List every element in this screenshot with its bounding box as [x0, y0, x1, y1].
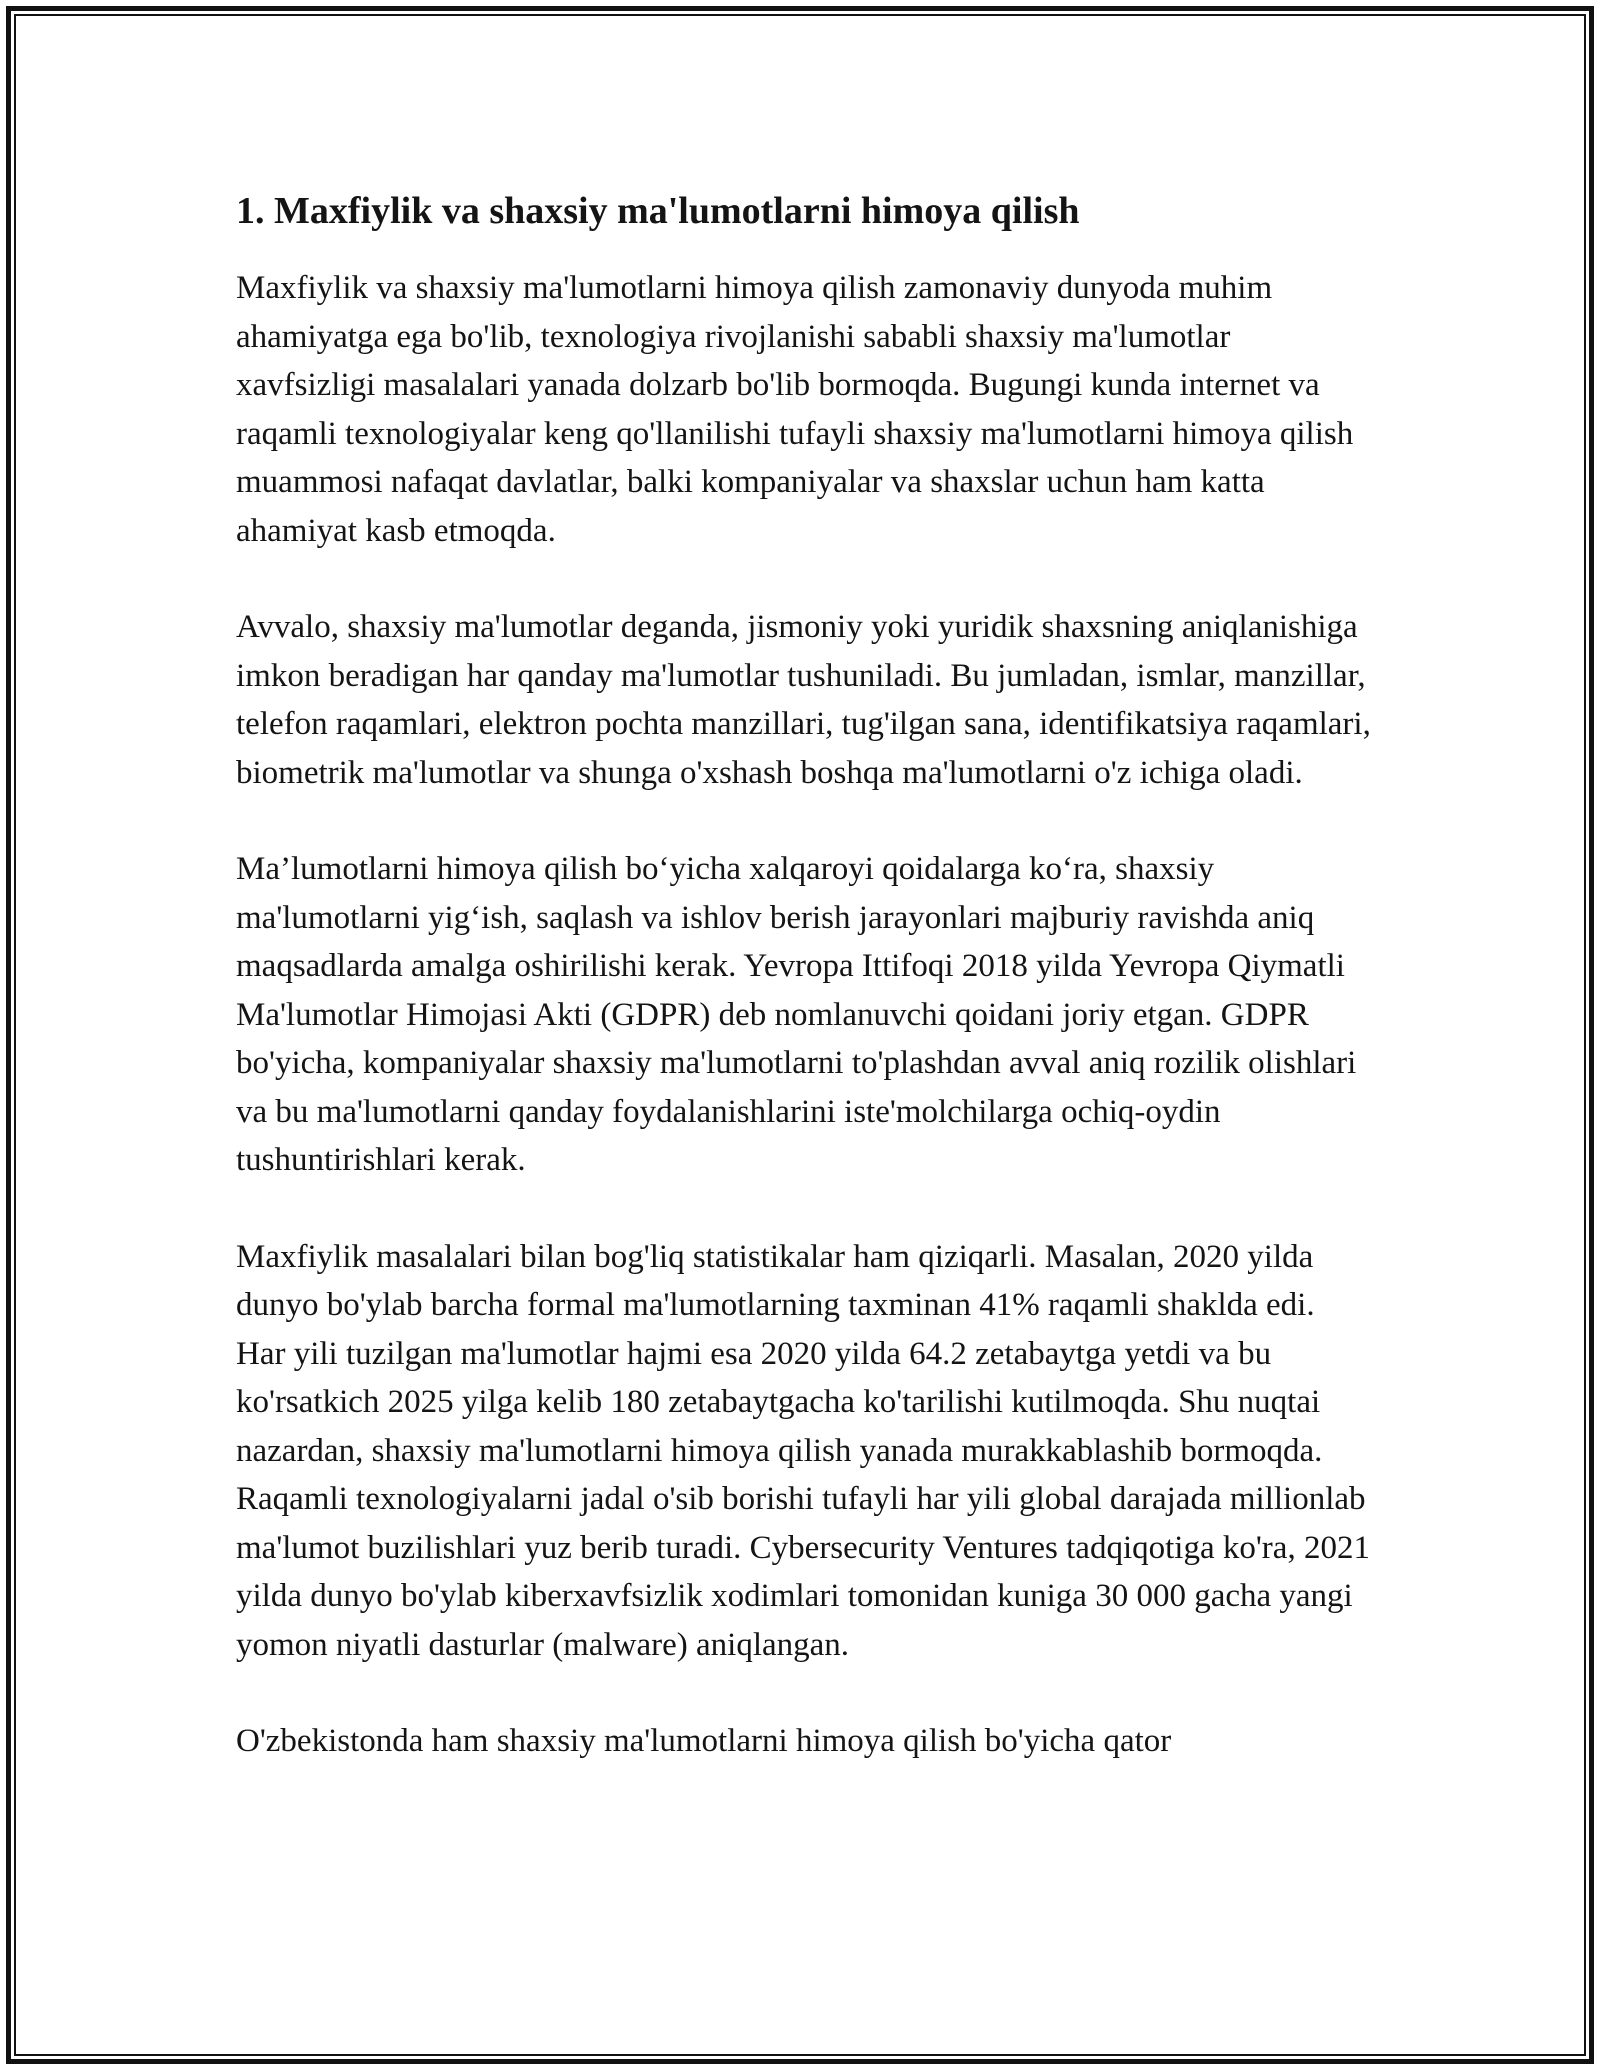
section-heading: 1. Maxfiylik va shaxsiy ma'lumotlarni himoya qilish [236, 190, 1080, 232]
paragraph-uzbekistan: O'zbekistonda ham shaxsiy ma'lumotlarni himoya qilish bo'yicha qator [236, 1723, 1172, 1759]
paragraph-definition: Avvalo, shaxsiy ma'lumotlar deganda, jismoniy yoki yuridik shaxsning aniqlanishiga imkon beradigan har qanday ma'lumotlar tushuniladi. Bu jumladan, ismlar, manzillar, telefon raqamlari, elektron pochta manzillari, tug'ilgan sana, identifikatsiya raqamlari, biometrik ma'lumotlar va shunga o'xshash boshqa ma'lumotlarni o'z ichiga oladi. [236, 609, 1371, 791]
paragraph-gdpr: Ma’lumotlarni himoya qilish bo‘yicha xalqaroyi qoidalarga ko‘ra, shaxsiy ma'lumotlarni yig‘ish, saqlash va ishlov berish jarayonlari majburiy ravishda aniq maqsadlarda amalga oshirilishi kerak. Yevropa Ittifoqi 2018 yilda Yevropa Qiymatli Ma'lumotlar Himojasi Akti (GDPR) deb nomlanuvchi qoidani joriy etgan. GDPR bo'yicha, kompaniyalar shaxsiy ma'lumotlarni to'plashdan avval aniq rozilik olishlari va bu ma'lumotlarni qanday foydalanishlarini iste'molchilarga ochiq-oydin tushuntirishlari kerak. [236, 851, 1357, 1178]
paragraph-intro: Maxfiylik va shaxsiy ma'lumotlarni himoya qilish zamonaviy dunyoda muhim ahamiyatga ega bo'lib, texnologiya rivojlanishi sababli shaxsiy ma'lumotlar xavfsizligi masalalari yanada dolzarb bo'lib bormoqda. Bugungi kunda internet va raqamli texnologiyalar keng qo'llanilishi tufayli shaxsiy ma'lumotlarni himoya qilish muammosi nafaqat davlatlar, balki kompaniyalar va shaxslar uchun ham katta ahamiyat kasb etmoqda. [236, 270, 1354, 549]
paragraph-statistics: Maxfiylik masalalari bilan bog'liq statistikalar ham qiziqarli. Masalan, 2020 yilda dunyo bo'ylab barcha formal ma'lumotlarning taxminan 41% raqamli shaklda edi. Har yili tuzilgan ma'lumotlar hajmi esa 2020 yilda 64.2 zetabaytga yetdi va bu ko'rsatkich 2025 yilga kelib 180 zetabaytgacha ko'tarilishi kutilmoqda. Shu nuqtai nazardan, shaxsiy ma'lumotlarni himoya qilish yanada murakkablashib bormoqda. Raqamli texnologiyalarni jadal o'sib borishi tufayli har yili global darajada millionlab ma'lumot buzilishlari yuz berib turadi. Cybersecurity Ventures tadqiqotiga ko'ra, 2021 yilda dunyo bo'ylab kiberxavfsizlik xodimlari tomonidan kuniga 30 000 gacha yangi yomon niyatli dasturlar (malware) aniqlangan. [236, 1238, 1370, 1663]
document-body [236, 186, 1371, 1814]
